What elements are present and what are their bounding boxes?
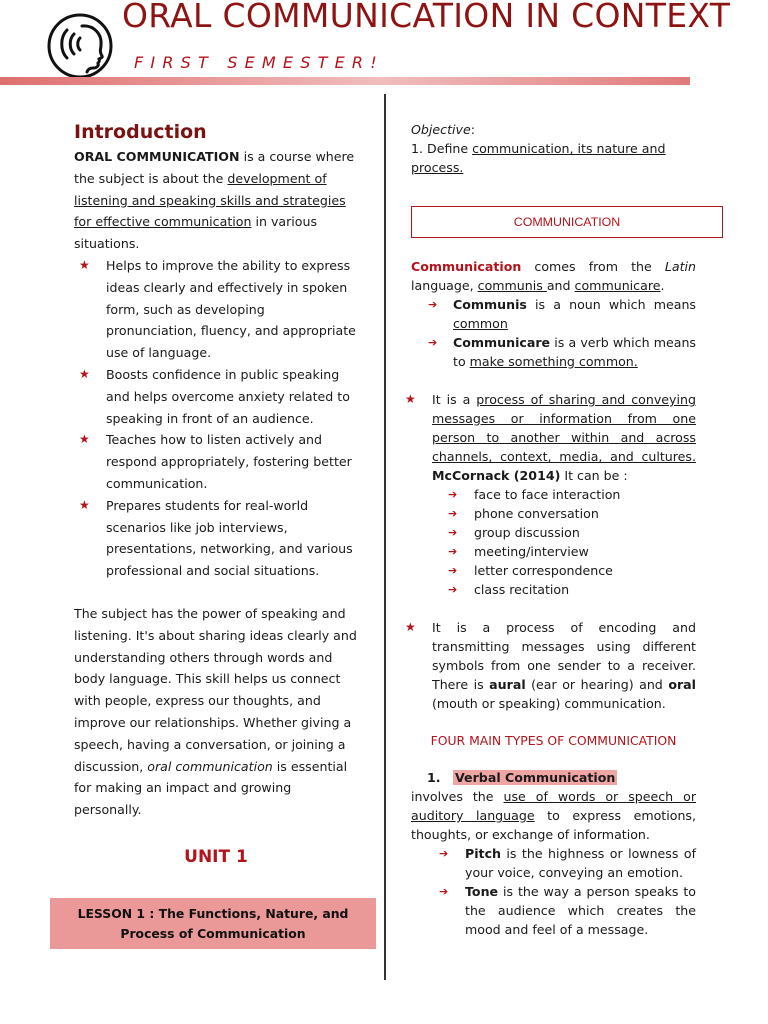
comm-latin: Latin <box>664 259 696 274</box>
lesson-line-2: Process of Communication <box>120 925 306 941</box>
intro-text-1: is a course where the subject is about the <box>74 149 355 186</box>
lesson-banner <box>50 898 376 949</box>
definition2-text-1: It is a process of encoding and transmitting messages using different symbols from one sender to a receiver. There is <box>432 620 696 692</box>
comm-communicare: communicare <box>574 278 661 293</box>
power-paragraph <box>74 603 358 821</box>
list-item: ★ Helps to improve the ability to express ideas clearly and effectively in spoken form, such as developing pronunciation, fluency, and appropriate use of language. <box>74 255 358 364</box>
comm-text-1: comes from the <box>521 259 665 274</box>
definition-underlined: process of sharing and conveying messages or information from one person to another within and across channels, context, media, and cultures. <box>432 392 696 464</box>
power-text-2: is essential for making an impact and growing personally. <box>74 758 348 818</box>
point-text: is the way a person speaks to the audience which creates the mood and feel of a message. <box>465 884 696 937</box>
document-subtitle: FIRST SEMESTER! <box>134 53 384 72</box>
etymology-underlined: make something common. <box>469 354 638 369</box>
power-italic: oral communication <box>147 758 273 774</box>
communication-heading-box: COMMUNICATION <box>411 206 723 238</box>
etymology-text: is a noun which means <box>526 297 696 312</box>
header-accent-bar <box>0 77 690 85</box>
verbal-heading <box>411 768 696 787</box>
verbal-text-1: involves the <box>411 789 504 804</box>
list-item: ➔ group discussion <box>411 523 696 542</box>
etymology-underlined: common <box>453 316 508 331</box>
verbal-underlined: use of words or speech or auditory language <box>411 789 696 823</box>
unit-title: UNIT 1 <box>184 846 248 867</box>
document-title: ORAL COMMUNICATION IN CONTEXT <box>122 0 731 35</box>
etymology-list <box>411 295 696 371</box>
communication-intro <box>411 257 696 295</box>
benefits-list <box>74 255 358 582</box>
list-item <box>411 333 696 371</box>
list-item: ★ Teaches how to listen actively and respond appropriately, fostering better communication. <box>74 429 358 494</box>
definition-text-2: It can be : <box>560 468 628 483</box>
point-term: Tone <box>465 884 499 899</box>
list-item: ★ Prepares students for real-world scenarios like job interviews, presentations, networking, and various professional and social situations. <box>74 495 358 582</box>
list-item: ➔ face to face interaction <box>411 485 696 504</box>
communication-forms-list <box>411 485 696 599</box>
communication-word: Communication <box>411 259 522 274</box>
list-item: ★ Boosts confidence in public speaking and helps overcome anxiety related to speaking in front of an audience. <box>74 364 358 429</box>
four-types-heading: FOUR MAIN TYPES OF COMMUNICATION <box>430 733 677 748</box>
introduction-heading: Introduction <box>74 121 207 143</box>
list-item: ➔ phone conversation <box>411 504 696 523</box>
list-item <box>411 844 696 882</box>
power-text-1: The subject has the power of speaking and listening. It's about sharing ideas clearly and understanding others through words and body language. This skill helps us connect with people, express our thoughts, and improve our relationships. Whether giving a speech, having a conversation, or joining a discussion, <box>74 605 357 774</box>
objective-line <box>411 120 696 139</box>
point-text: is the highness or lowness of your voice, conveying an emotion. <box>465 846 696 880</box>
list-item <box>411 295 696 333</box>
definition-text-1: It is a <box>432 392 477 407</box>
etymology-term: Communis <box>453 297 527 312</box>
comm-text-3: and <box>546 278 575 293</box>
list-item: ➔ meeting/interview <box>411 542 696 561</box>
comm-text-4: . <box>660 278 665 293</box>
verbal-points-list <box>411 844 696 939</box>
column-divider <box>384 94 386 980</box>
definition-citation: McCornack (2014) <box>432 468 561 483</box>
list-item: ➔ letter correspondence <box>411 561 696 580</box>
list-item <box>411 390 696 485</box>
point-term: Pitch <box>465 846 501 861</box>
definition2-text-3: (mouth or speaking) communication. <box>432 696 666 711</box>
list-item <box>411 618 696 713</box>
aural-term: aural <box>489 677 526 692</box>
objective-item <box>411 139 696 177</box>
etymology-term: Communicare <box>453 335 551 350</box>
objective-colon: : <box>470 122 475 137</box>
definition-list-2 <box>411 618 696 713</box>
speaking-head-icon <box>46 12 114 80</box>
definition-list-1 <box>411 390 696 485</box>
right-column <box>411 120 696 939</box>
introduction-paragraph <box>74 146 358 255</box>
objective-prefix: 1. Define <box>411 141 473 156</box>
comm-communis: communis <box>477 278 547 293</box>
left-column <box>74 118 358 869</box>
intro-underlined: development of listening and speaking skills and strategies for effective communication <box>74 170 346 230</box>
lesson-line-1: LESSON 1 : The Functions, Nature, and <box>77 906 349 921</box>
intro-lead: ORAL COMMUNICATION <box>74 149 240 164</box>
etymology-text: is a verb which means to <box>453 335 696 369</box>
list-item <box>411 882 696 939</box>
oral-term: oral <box>668 677 696 692</box>
verbal-text-2: to express emotions, thoughts, or exchange of information. <box>411 808 696 842</box>
objective-label: Objective <box>411 122 471 137</box>
verbal-number: 1. <box>427 770 441 785</box>
definition2-text-2: (ear or hearing) and <box>525 677 669 692</box>
verbal-title: Verbal Communication <box>455 770 616 785</box>
objective-underlined: communication, its nature and process. <box>411 141 666 175</box>
verbal-description <box>411 787 696 844</box>
intro-text-2: in various situations. <box>74 214 318 252</box>
list-item: ➔ class recitation <box>411 580 696 599</box>
comm-text-2: language, <box>411 278 478 293</box>
